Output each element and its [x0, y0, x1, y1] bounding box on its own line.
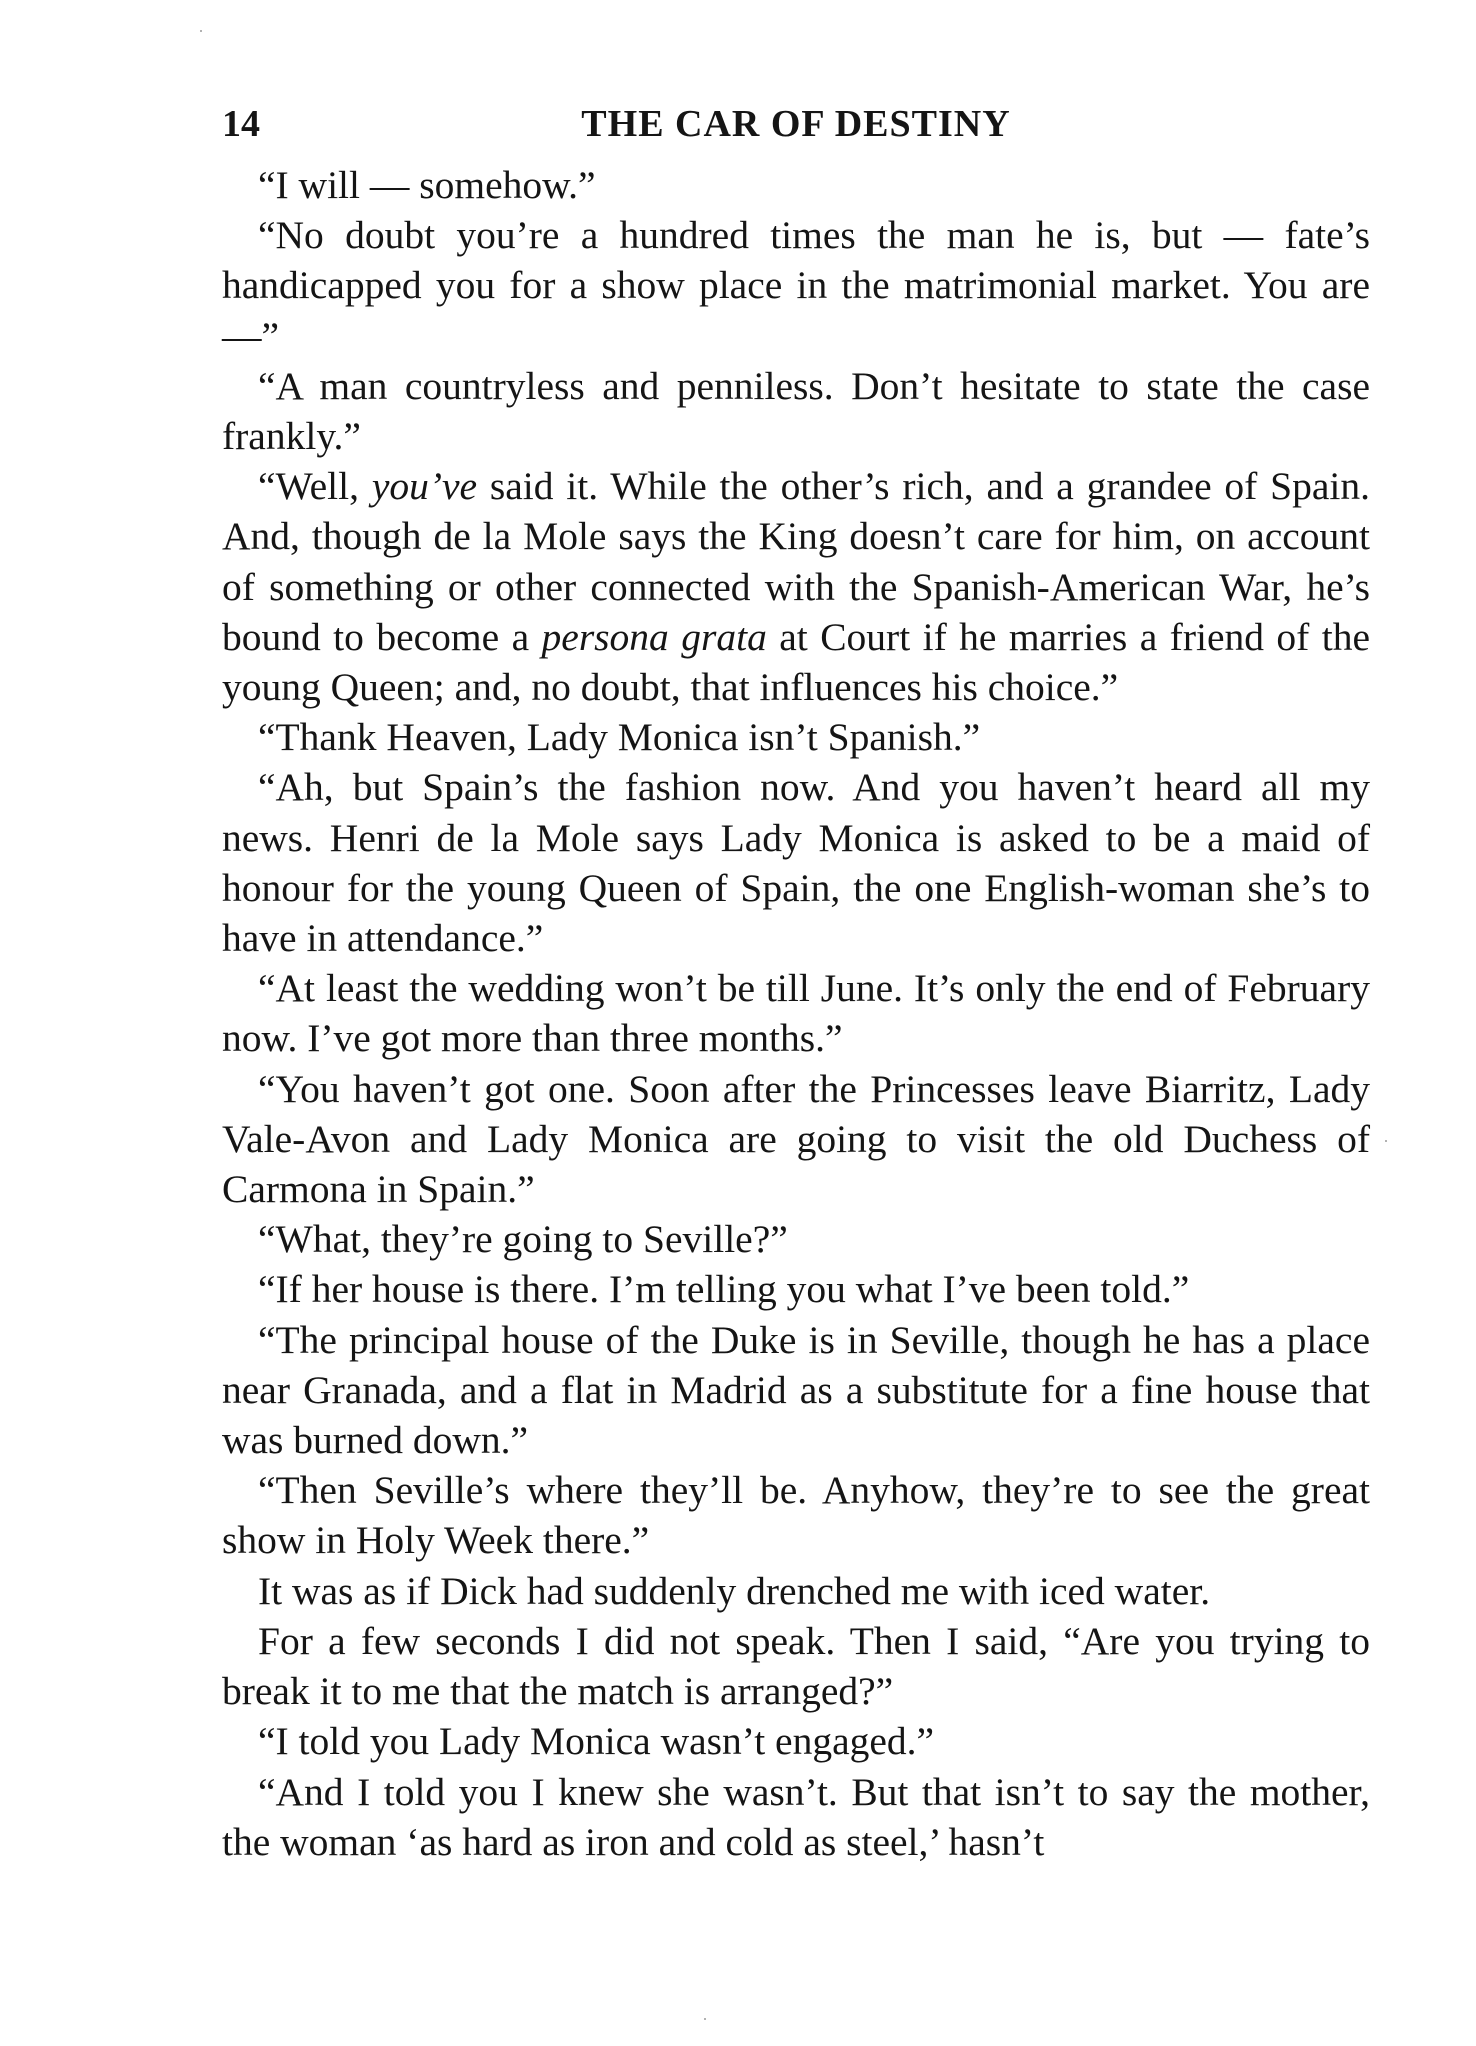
- paragraph-16: “And I told you I knew she wasn’t. But that isn’t to say the mother, the woman ‘as hard as iron and cold as steel,’ hasn’t: [222, 1769, 1370, 1864]
- paragraph-5: “Thank Heaven, Lady Monica isn’t Spanish.”: [258, 715, 981, 760]
- paragraph-3: “A man countryless and penniless. Don’t hesitate to state the case frankly.”: [222, 363, 1370, 459]
- paragraph-4-part-1: “Well,: [258, 464, 372, 509]
- paragraph-14: For a few seconds I did not speak. Then I said, “Are you trying to break it to me that the match is arranged?”: [222, 1618, 1370, 1714]
- paragraph-6: “Ah, but Spain’s the fashion now. And you haven’t heard all my news. Henri de la Mole says Lady Monica is asked to be a maid of honour for the young Queen of Spain, the one English-woman she’s to have in attendance.”: [222, 765, 1370, 961]
- paragraph-13: It was as if Dick had suddenly drenched me with iced water.: [258, 1568, 1211, 1613]
- paragraph-4-part-3: said it. While the other’s rich, and a grandee of Spain. And, though de la Mole says the King doesn’t care for him, on account of something or other connected with the Spanish-American War, he’s bound to become a: [222, 464, 1370, 659]
- paragraph-8: “You haven’t got one. Soon after the Princesses leave Biarritz, Lady Vale-Avon and Lady Monica are going to visit the old Duchess of Carmona in Spain.”: [222, 1066, 1370, 1212]
- paper-speck: [704, 2018, 706, 2020]
- paragraph-7: “At least the wedding won’t be till June. It’s only the end of February now. I’ve got more than three months.”: [222, 966, 1370, 1061]
- paragraph-15: “I told you Lady Monica wasn’t engaged.”: [258, 1719, 935, 1764]
- paragraph-1: “I will — somehow.”: [258, 163, 596, 207]
- running-head: [222, 96, 1370, 152]
- body-text: [222, 160, 1370, 1867]
- paper-speck: [1385, 1140, 1387, 1142]
- running-title: THE CAR OF DESTINY: [581, 103, 1011, 145]
- italic-persona-grata: persona grata: [541, 614, 767, 659]
- paragraph-10: “If her house is there. I’m telling you what I’ve been told.”: [258, 1267, 1190, 1312]
- paper-speck: [200, 30, 202, 32]
- page-number: 14: [222, 103, 260, 145]
- paragraph-4: [222, 461, 1370, 712]
- paragraph-11: “The principal house of the Duke is in Seville, though he has a place near Granada, and a flat in Madrid as a substitute for a fine house that was burned down.”: [222, 1317, 1370, 1463]
- paragraph-9: “What, they’re going to Seville?”: [258, 1217, 788, 1262]
- paragraph-2: “No doubt you’re a hundred times the man he is, but — fate’s handicapped you for a show place in the matrimonial market. You are —”: [222, 213, 1370, 358]
- paragraph-12: “Then Seville’s where they’ll be. Anyhow, they’re to see the great show in Holy Week there.”: [222, 1468, 1370, 1563]
- italic-youve: you’ve: [371, 464, 478, 509]
- paragraph-4-part-5: at Court if he marries a friend of the young Queen; and, no doubt, that influences his choice.”: [222, 614, 1371, 710]
